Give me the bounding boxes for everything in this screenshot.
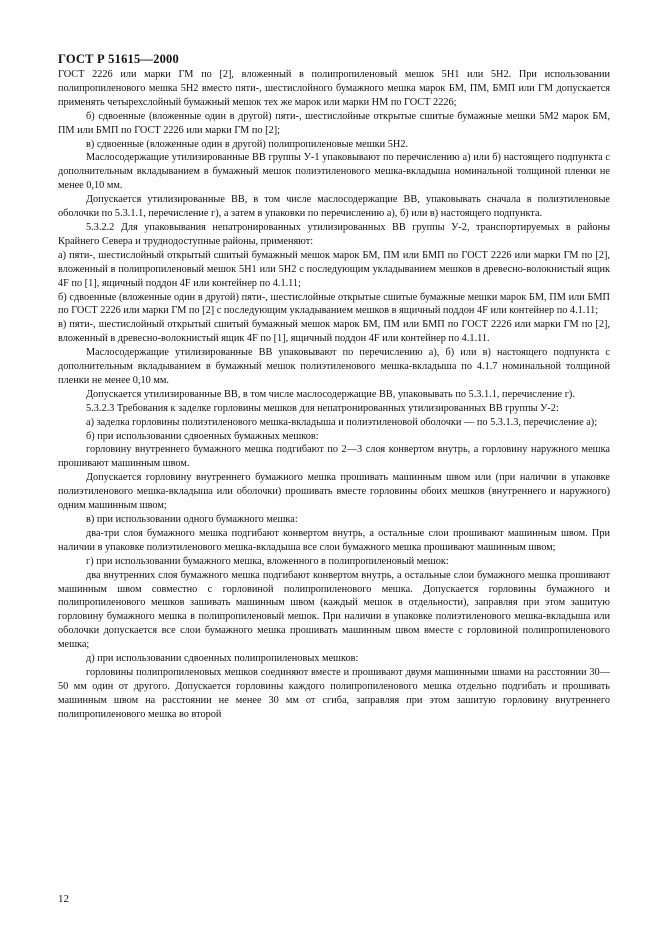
paragraph: два-три слоя бумажного мешка подгибают конвертом внутрь, а остальные слои прошивают машинным швом. При наличии в упаковке полиэтиленового мешка-вкладыша все слои бумажного мешка прошивают машинным швом; — [58, 527, 610, 553]
paragraph: в) пяти-, шестислойный открытый сшитый бумажный мешок марок БМ, ПМ или БМП по ГОСТ 2226 или марки ГМ по [2], вложенный в древесно-волокнистый ящик 4F по [1], ящичный поддон 4F или контейнер по 4.1.11. — [58, 319, 610, 345]
document-body — [58, 68, 610, 722]
paragraph: Допускается утилизированные ВВ, в том числе маслосодержащие ВВ, упаковывать сначала в полиэтиленовые оболочки по 5.3.1.1, перечисление г), а затем в упаковки по перечислению а), б) или в) настоящего подпункта. — [58, 194, 610, 220]
paragraph: в) при использовании одного бумажного мешка: — [86, 514, 298, 525]
paragraph: 5.3.2.3 Требования к заделке горловины мешков для непатронированных утилизированных ВВ группы У-2: — [86, 402, 559, 414]
paragraph: Маслосодержащие утилизированные ВВ группы У-1 упаковывают по перечислению а) или б) настоящего подпункта с дополнительным вкладыванием в бумажный мешок полиэтиленового мешка-вкладыша номинальной толщиной пленки не менее 0,10 мм. — [58, 152, 610, 192]
paragraph: а) заделка горловины полиэтиленового мешка-вкладыша и полиэтиленовой оболочки — по 5.3.1.3, перечисление а); — [86, 416, 598, 428]
page-number: 12 — [58, 893, 69, 905]
paragraph: г) при использовании бумажного мешка, вложенного в полипропиленовый мешок: — [86, 555, 449, 567]
paragraph: горловину внутреннего бумажного мешка подгибают по 2—3 слоя конвертом внутрь, а горловину наружного мешка прошивают машинным швом. — [58, 444, 610, 470]
paragraph: д) при использовании сдвоенных полипропиленовых мешков: — [86, 653, 359, 665]
paragraph: б) сдвоенные (вложенные один в другой) пяти-, шестислойные открытые сшитые бумажные мешки 5М2 марок БМ, ПМ или БМП по ГОСТ 2226 или марки ГМ по [2]; — [58, 110, 610, 136]
document-header: ГОСТ Р 51615—2000 — [58, 52, 179, 66]
paragraph: два внутренних слоя бумажного мешка подгибают конвертом внутрь, а остальные слои бумажного мешка прошивают машинным швом совместно с горловиной полипропиленового мешка. Допускается горловины бумажного и полипропиленового мешков зашивать машинным швом (каждый мешок в отдельности), заправляя при этом зашитую горловину бумажного мешка в полипропиленовый мешок. При наличии в упаковке полиэтиленового мешка-вкладыша или оболочки допускается все слои бумажного мешка прошивать машинным швом вместе с горловиной полипропиленового мешка; — [58, 569, 610, 651]
paragraph: горловины полипропиленовых мешков соединяют вместе и прошивают двумя машинными швами на расстоянии 30—50 мм один от другого. Допускается горловины каждого полипропиленового мешка отдельно подгибать и прошивать машинным швом на расстоянии не менее 30 мм от сгиба, заправляя при этом зашитую горловину внутреннего полипропиленового мешка во второй — [58, 666, 610, 720]
paragraph: б) сдвоенные (вложенные один в другой) пяти-, шестислойные открытые сшитые бумажные мешки марок БМ, ПМ или БМП по ГОСТ 2226 или марки ГМ по [2] с последующим укладыванием мешков в ящичный поддон 4F или контейнер по 4.1.11; — [58, 291, 610, 317]
paragraph: Допускается горловину внутреннего бумажного мешка прошивать машинным швом или (при наличии в упаковке полиэтиленового мешка-вкладыша или оболочки) прошивать вместе горловины обоих мешков (внутреннего и наружного) одним машинным швом; — [58, 472, 610, 512]
paragraph: Допускается утилизированные ВВ, в том числе маслосодержащие ВВ, упаковывать по 5.3.1.1, перечисление г). — [86, 388, 575, 400]
paragraph: 5.3.2.2 Для упаковывания непатронированных утилизированных ВВ группы У-2, транспортируемых в районы Крайнего Севера и труднодоступные районы, применяют: — [58, 221, 610, 247]
paragraph: в) сдвоенные (вложенные один в другой) полипропиленовые мешки 5Н2. — [86, 138, 409, 150]
paragraph: а) пяти-, шестислойный открытый сшитый бумажный мешок марок БМ, ПМ или БМП по ГОСТ 2226 или марки ГМ по [2], вложенный в полипропиленовый мешок 5Н1 или 5Н2 с последующим укладыванием мешков в древесно-волокнистый ящик 4F по [1], ящичный поддон 4F или контейнер по 4.1.11; — [58, 249, 610, 289]
paragraph: Маслосодержащие утилизированные ВВ упаковывают по перечислению а), б) или в) настоящего подпункта с дополнительным вкладыванием в бумажный мешок полиэтиленового мешка-вкладыша по 4.1.7 номинальной толщиной пленки не менее 0,10 мм. — [58, 347, 610, 386]
paragraph: ГОСТ 2226 или марки ГМ по [2], вложенный в полипропиленовый мешок 5Н1 или 5Н2. При использовании полипропиленового мешка 5Н2 вместо пяти-, шестислойного бумажного мешка марок БМ, ПМ, БМП или ГМ допускается применять четырехслойный бумажный мешок тех же марок или марки НМ по ГОСТ 2226; — [58, 69, 610, 108]
paragraph: б) при использовании сдвоенных бумажных мешков: — [86, 430, 319, 442]
